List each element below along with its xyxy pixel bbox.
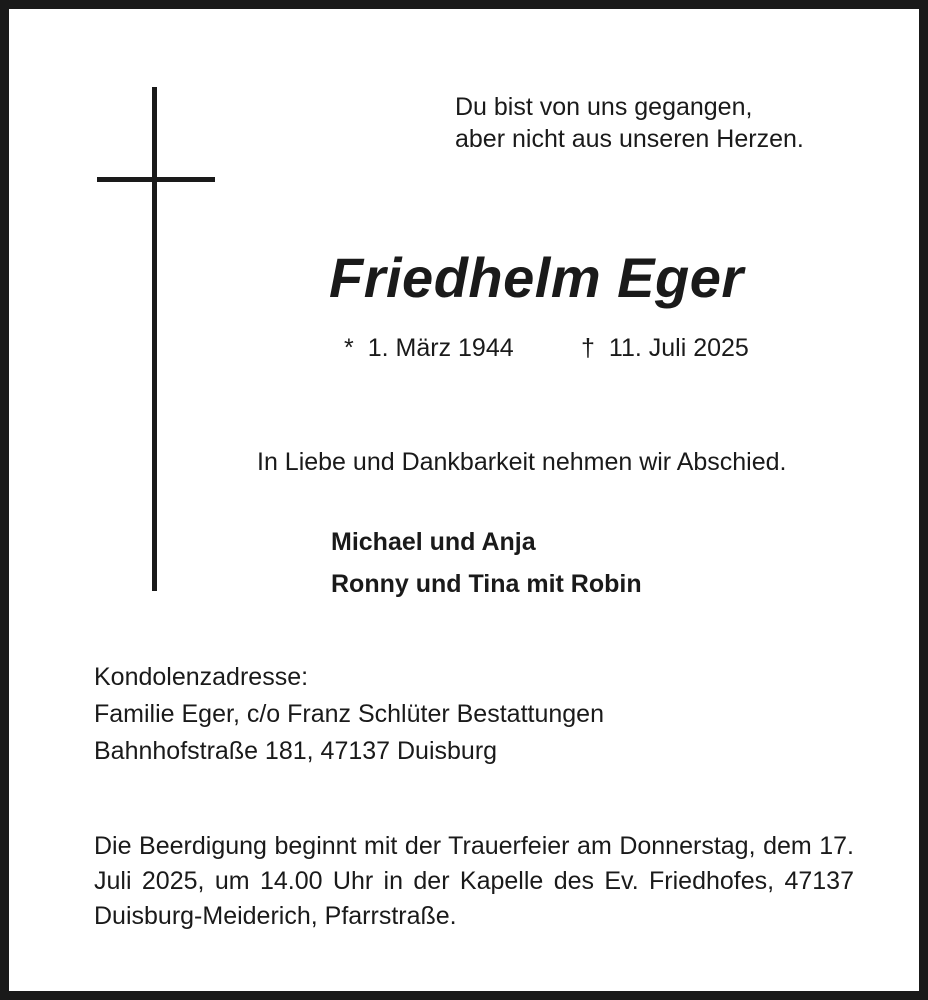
mourner-line: Ronny und Tina mit Robin [331,570,642,598]
mourners-list [331,521,642,605]
condolence-address [94,659,604,770]
mourner-line: Michael und Anja [331,528,536,556]
condolence-label: Kondolenzadresse: [94,663,309,691]
deceased-name: Friedhelm Eger [329,246,744,309]
motto-quote [455,91,804,155]
motto-line-1: Du bist von uns gegangen, [455,93,753,121]
death-dagger-icon: † [581,334,595,362]
birth-star-icon: * [344,334,354,362]
cross-vertical-bar [152,87,157,591]
condolence-line-1: Familie Eger, c/o Franz Schlüter Bestattungen [94,700,604,728]
birth-date-line [344,331,514,365]
death-date: 11. Juli 2025 [608,334,749,362]
funeral-notice: Die Beerdigung beginnt mit der Trauerfeier am Donnerstag, dem 17. Juli 2025, um 14.00 Uhr in der Kapelle des Ev. Friedhofes, 47137 Duisburg-Meiderich, Pfarrstraße. [94,832,854,930]
condolence-line-2: Bahnhofstraße 181, 47137 Duisburg [94,737,498,765]
motto-line-2: aber nicht aus unseren Herzen. [455,125,804,153]
cross-horizontal-bar [97,177,215,182]
death-date-line [581,331,749,365]
birth-date: 1. März 1944 [367,334,514,362]
farewell-text: In Liebe und Dankbarkeit nehmen wir Abschied. [257,448,787,476]
